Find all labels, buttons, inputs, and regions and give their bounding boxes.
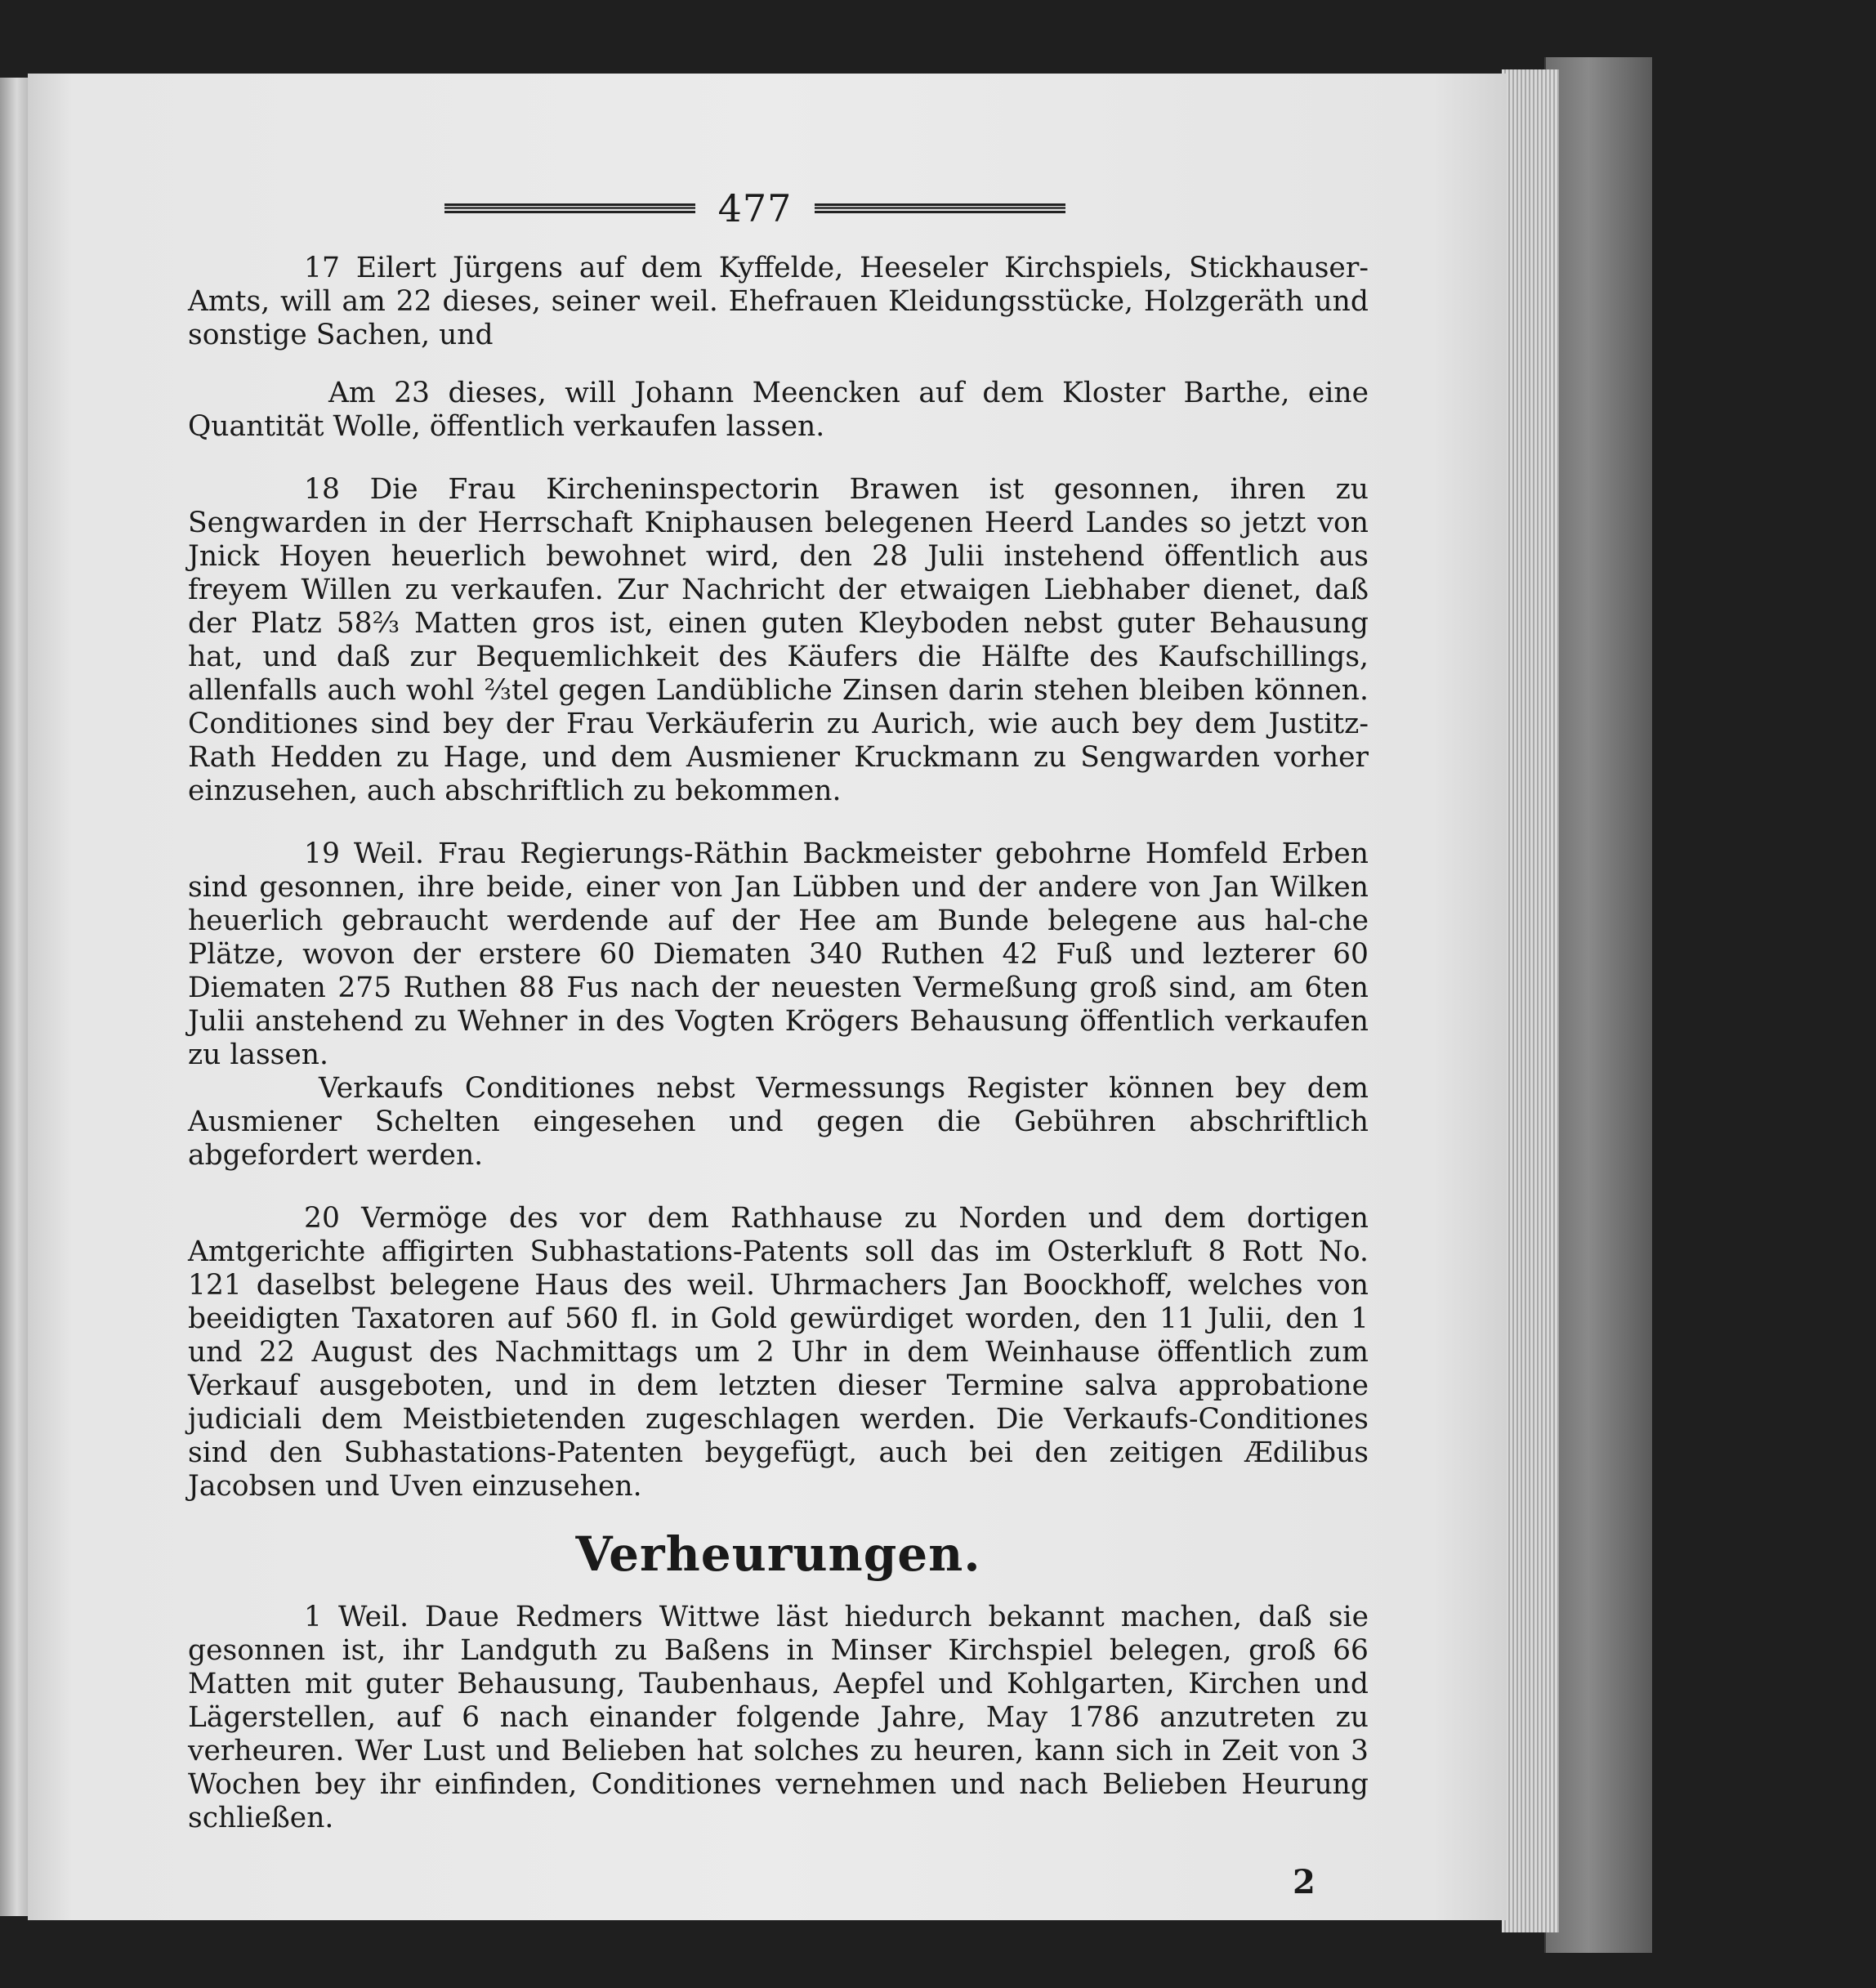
entry-number: 1 <box>304 1601 322 1633</box>
section-heading: Verheurungen. <box>575 1526 981 1582</box>
header-rule-left <box>444 203 695 213</box>
header-rule-right <box>815 203 1065 213</box>
entry-text: Eilert Jürgens auf dem Kyffelde, Heeseler Kirchspiels, Stickhauser-Amts, will am 22 dieses, seiner weil. Ehefrauen Kleidungsstücke, Holzgeräth und sonstige Sachen, und <box>188 252 1369 351</box>
entry-18 <box>188 473 1369 808</box>
entry-text: Am 23 dieses, will Johann Meencken auf dem Kloster Barthe, eine Quantität Wolle, öffentlich verkaufen lassen. <box>188 377 1369 443</box>
book-cover <box>1544 57 1652 1953</box>
entry-text: Weil. Frau Regierungs-Räthin Backmeister gebohrne Homfeld Erben sind gesonnen, ihre beide, einer von Jan Lübben und der andere von Jan Wilken heuerlich gebraucht werdende auf der Hee am Bunde belegene aus hal-che Plätze, wovon der erstere 60 Diematen 340 Ruthen 42 Fuß und lezterer 60 Diematen 275 Ruthen 88 Fus nach der neuesten Vermeßung groß sind, am 6ten Julii anstehend zu Wehner in des Vogten Krögers Behausung öffentlich verkaufen zu lassen. <box>188 838 1369 1071</box>
entry-number: 19 <box>304 838 340 870</box>
entry-number: 17 <box>304 252 340 284</box>
entry-17 <box>188 252 1369 352</box>
page-edges <box>1502 69 1559 1932</box>
entry-continuation: Verkaufs Conditiones nebst Vermessungs Register können bey dem Ausmiener Schelten eingesehen und gegen die Gebühren abschriftlich abgefordert werden. <box>188 1072 1369 1172</box>
entry-number: 20 <box>304 1202 340 1235</box>
page-header <box>444 180 1065 237</box>
book-page <box>28 74 1507 1920</box>
entry-text: Weil. Daue Redmers Wittwe läst hiedurch bekannt machen, daß sie gesonnen ist, ihr Landguth zu Baßens in Minser Kirchspiel belegen, groß 66 Matten mit guter Behausung, Taubenhaus, Aepfel und Kohlgarten, Kirchen und Lägerstellen, auf 6 nach einander folgende Jahre, May 1786 anzutreten zu verheuren. Wer Lust und Belieben hat solches zu heuren, kann sich in Zeit von 3 Wochen bey ihr einfinden, Conditiones vernehmen und nach Belieben Heurung schließen. <box>188 1601 1369 1834</box>
entry-19 <box>188 838 1369 1173</box>
entry-17-continued <box>188 377 1369 444</box>
page-number: 477 <box>717 186 793 230</box>
entry-text: Vermöge des vor dem Rathhause zu Norden und dem dortigen Amtgerichte affigirten Subhastations-Patents soll das im Osterkluft 8 Rott No. 121 daselbst belegene Haus des weil. Uhrmachers Jan Boockhoff, welches von beeidigten Taxatoren auf 560 fl. in Gold gewürdiget worden, den 11 Julii, den 1 und 22 August des Nachmittags um 2 Uhr in dem Weinhause öffentlich zum Verkauf ausgeboten, und in dem letzten dieser Termine salva approbatione judiciali dem Meistbietenden zugeschlagen werden. Die Verkaufs-Conditiones sind den Subhastations-Patenten beygefügt, auch bei den zeitigen Ædilibus Jacobsen und Uven einzusehen. <box>188 1202 1369 1503</box>
entry-text: Die Frau Kircheninspectorin Brawen ist gesonnen, ihren zu Sengwarden in der Herrschaft Kniphausen belegenen Heerd Landes so jetzt von Jnick Hoyen heuerlich bewohnet wird, den 28 Julii instehend öffentlich aus freyem Willen zu verkaufen. Zur Nachricht der etwaigen Liebhaber dienet, daß der Platz 58⅔ Matten gros ist, einen guten Kleyboden nebst guter Behausung hat, und daß zur Bequemlichkeit des Käufers die Hälfte des Kaufschillings, allenfalls auch wohl ⅔tel gegen Landübliche Zinsen darin stehen bleiben können. Conditiones sind bey der Frau Verkäuferin zu Aurich, wie auch bey dem Justitz-Rath Hedden zu Hage, und dem Ausmiener Kruckmann zu Sengwarden vorher einzusehen, auch abschriftlich zu bekommen. <box>188 473 1369 807</box>
entry-20 <box>188 1202 1369 1503</box>
entry-number: 18 <box>304 473 340 506</box>
page-body <box>188 252 1369 1865</box>
section-entry-1 <box>188 1601 1369 1835</box>
signature-mark: 2 <box>1293 1863 1315 1901</box>
previous-page-edge <box>0 78 28 1916</box>
